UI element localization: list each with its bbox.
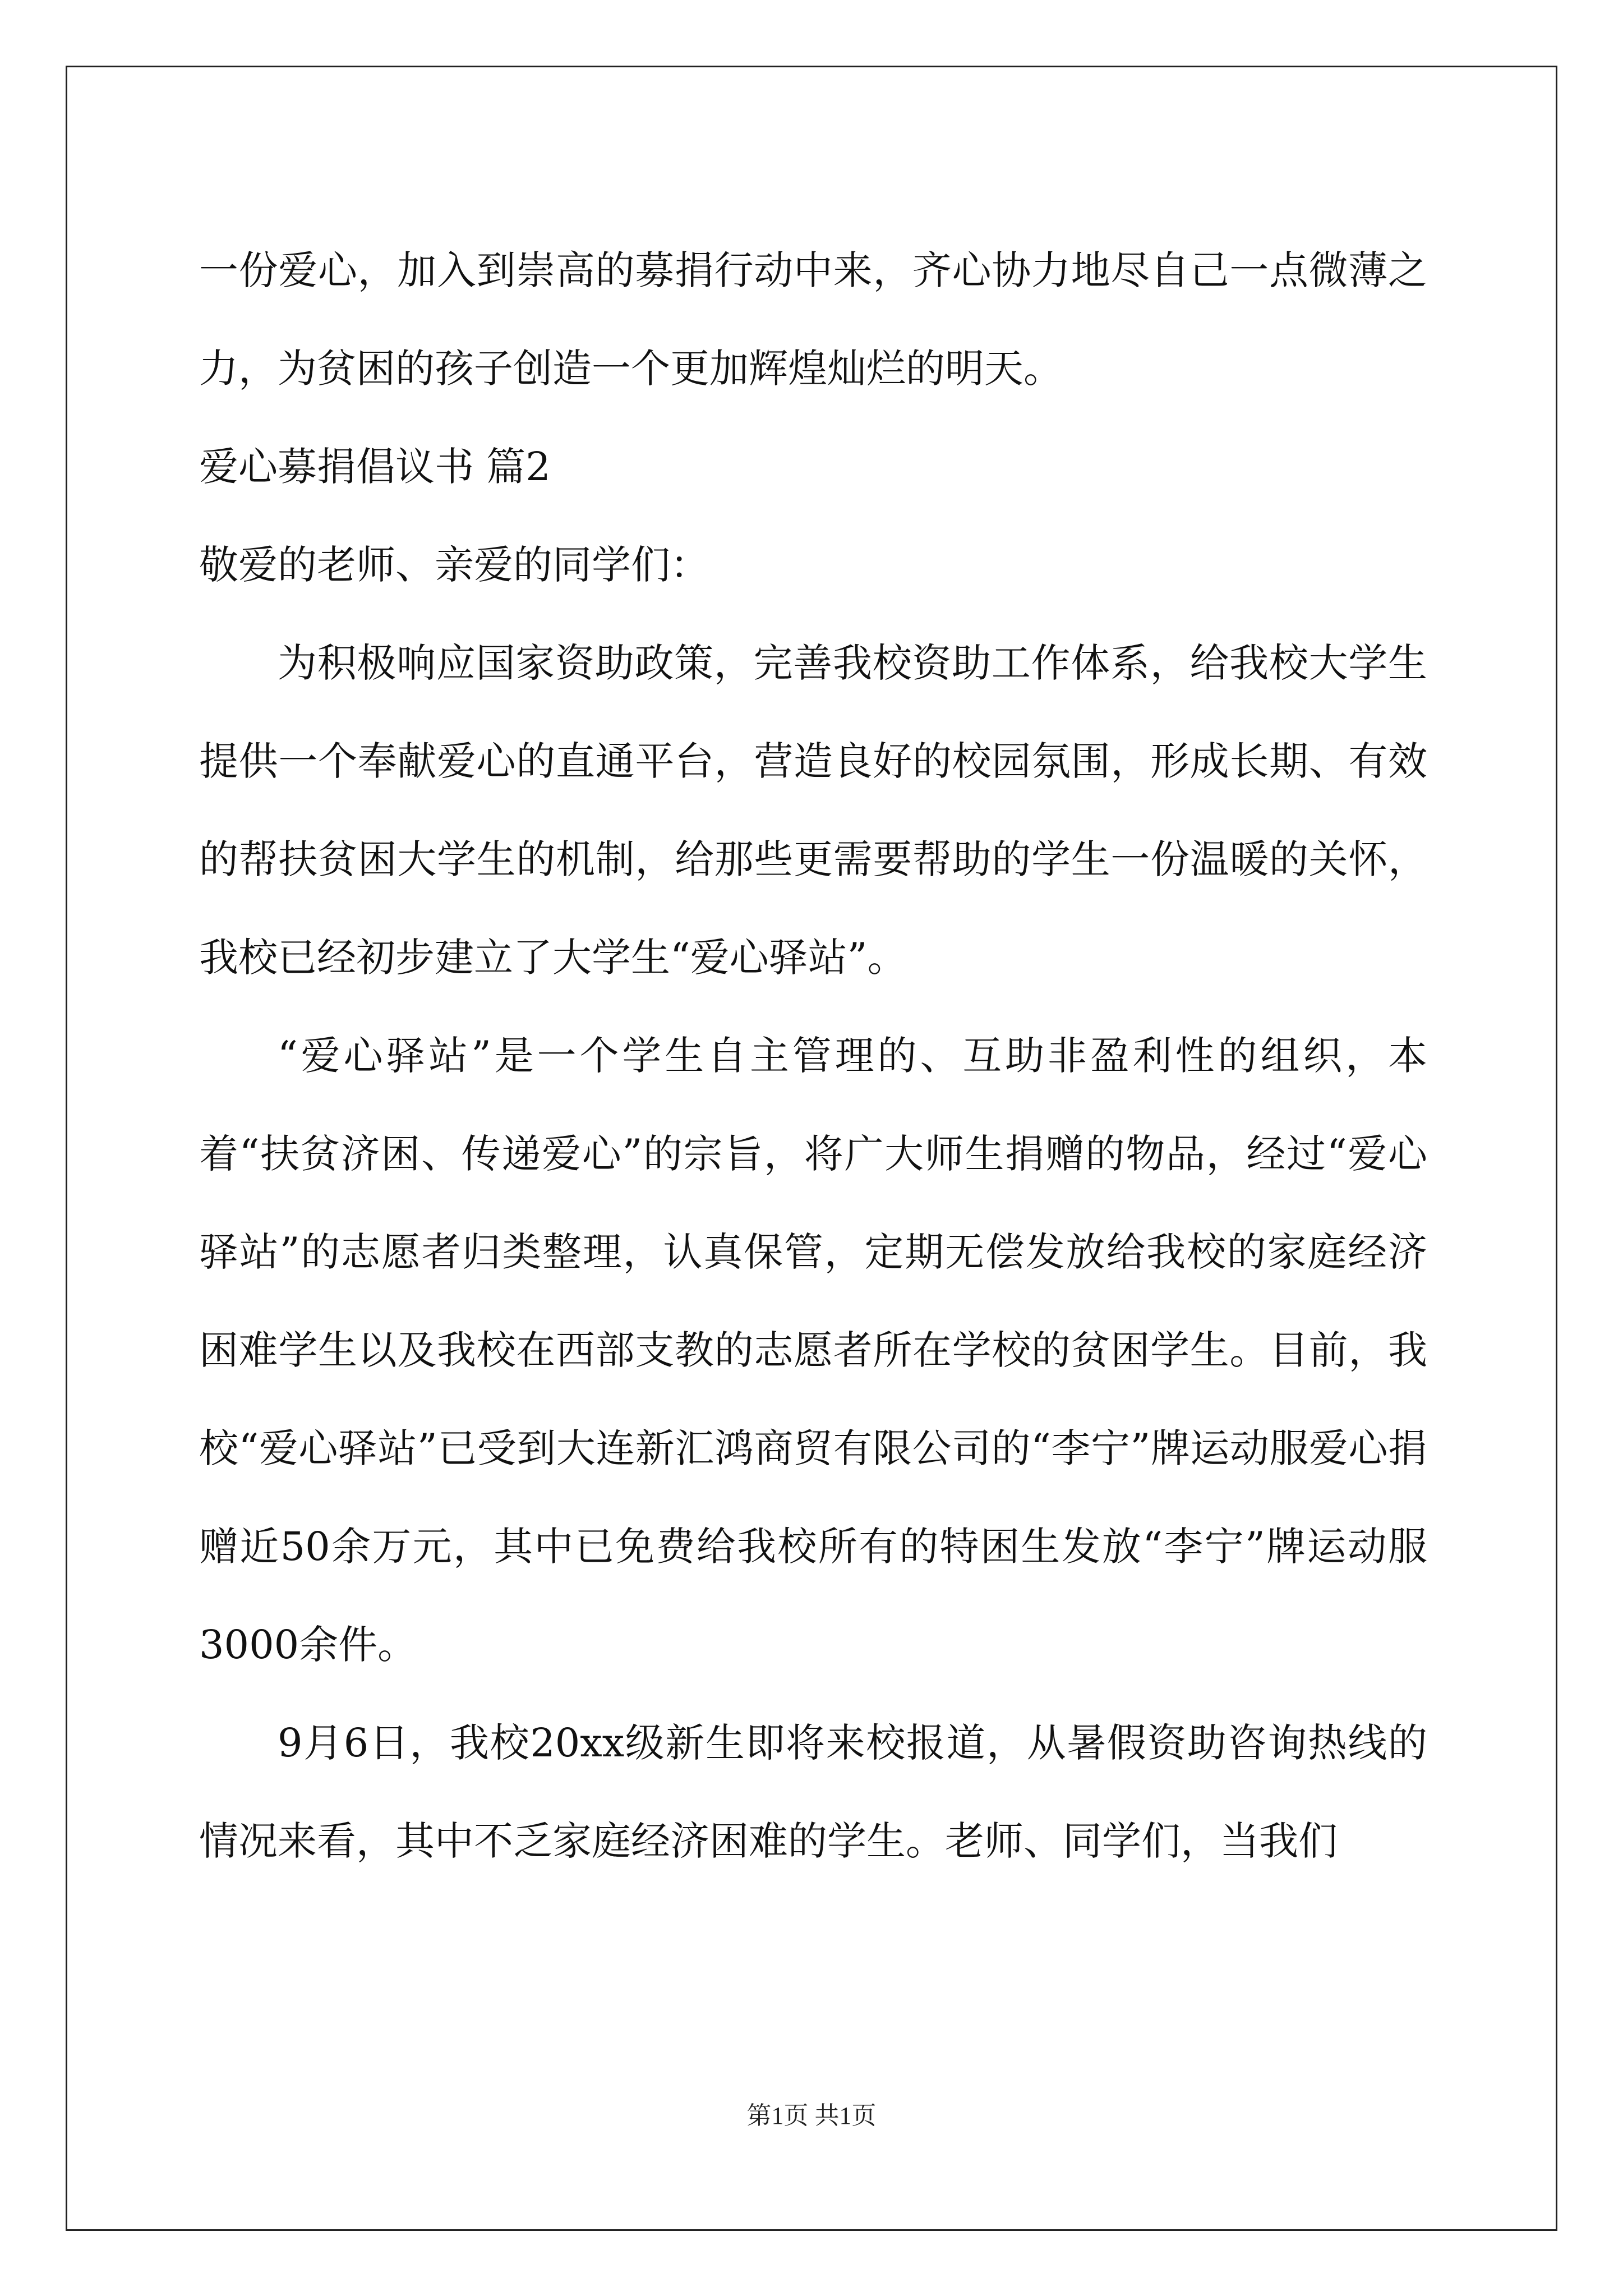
paragraph-continuation: 一份爱心，加入到崇高的募捐行动中来，齐心协力地尽自己一点微薄之力，为贫困的孩子创造一个更加辉煌灿烂的明天。 bbox=[199, 247, 1427, 392]
paragraph-newstudents: 9月6日，我校20xx级新生即将来校报道，从暑假资助咨询热线的情况来看，其中不乏家庭经济困难的学生。老师、同学们，当我们 bbox=[199, 1720, 1427, 1864]
paragraph-station: “爱心驿站”是一个学生自主管理的、互助非盈利性的组织，本着“扶贫济困、传递爱心”的宗旨，将广大师生捐赠的物品，经过“爱心驿站”的志愿者归类整理，认真保管，定期无偿发放给我校的家庭经济困难学生以及我校在西部支教的志愿者所在学校的贫困学生。目前，我校“爱心驿站”已受到大连新汇鸿商贸有限公司的“李宁”牌运动服爱心捐赠近50余万元，其中已免费给我校所有的特困生发放“李宁”牌运动服3000余件。 bbox=[199, 1033, 1427, 1668]
section-heading: 爱心募捐倡议书 篇2 bbox=[199, 444, 551, 490]
salutation: 敬爱的老师、亲爱的同学们： bbox=[199, 542, 709, 588]
document-body bbox=[199, 222, 1427, 1890]
page-number-footer: 第1页 共1页 bbox=[746, 2102, 877, 2129]
paragraph-intro: 为积极响应国家资助政策，完善我校资助工作体系，给我校大学生提供一个奉献爱心的直通平台，营造良好的校园氛围，形成长期、有效的帮扶贫困大学生的机制，给那些更需要帮助的学生一份温暖的关怀，我校已经初步建立了大学生“爱心驿站”。 bbox=[199, 640, 1427, 981]
